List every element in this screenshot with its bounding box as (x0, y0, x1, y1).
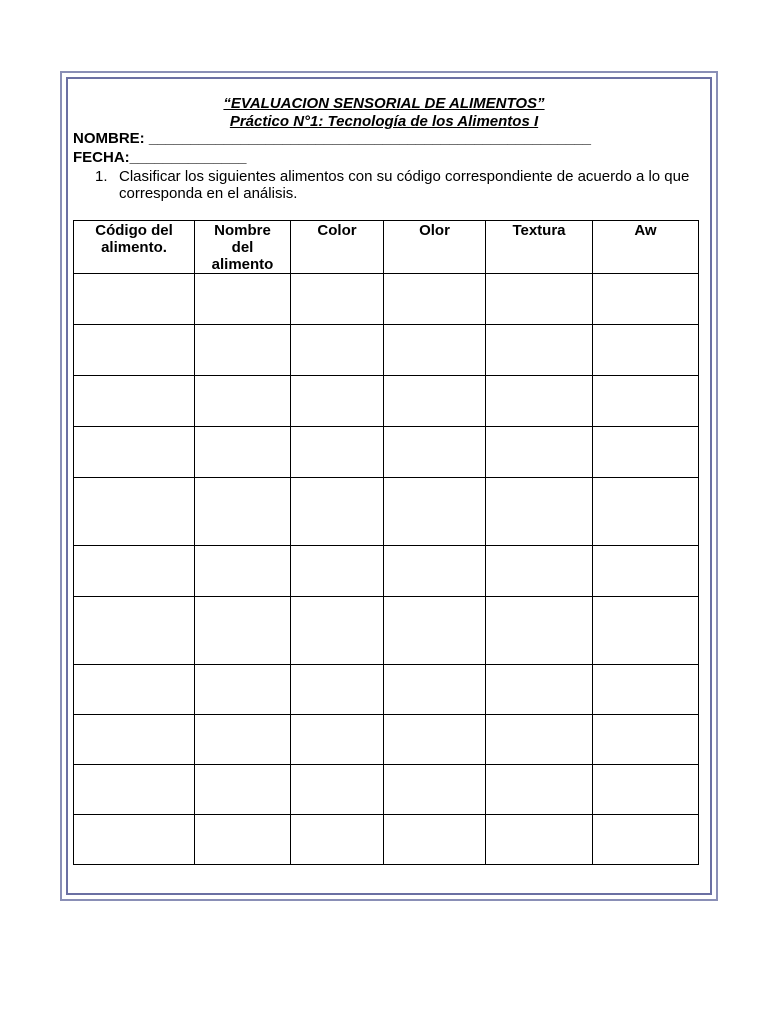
table-row (74, 765, 699, 815)
table-cell[interactable] (291, 274, 384, 325)
table-cell[interactable] (384, 376, 486, 427)
evaluation-table (73, 220, 699, 865)
table-cell[interactable] (486, 765, 593, 815)
table-row (74, 665, 699, 715)
table-row (74, 597, 699, 665)
table-row (74, 325, 699, 376)
table-cell[interactable] (291, 815, 384, 865)
table-cell[interactable] (384, 546, 486, 597)
table-cell[interactable] (486, 597, 593, 665)
table-cell[interactable] (195, 274, 291, 325)
table-cell[interactable] (593, 597, 699, 665)
document-title: “EVALUACION SENSORIAL DE ALIMENTOS” (223, 95, 545, 112)
table-cell[interactable] (195, 325, 291, 376)
instruction-text: Clasificar los siguientes alimentos con su código correspondiente de acuerdo a lo que corresponda en el análisis. (119, 168, 690, 202)
table-cell[interactable] (486, 715, 593, 765)
table-cell[interactable] (291, 427, 384, 478)
table-cell[interactable] (384, 665, 486, 715)
table-row (74, 478, 699, 546)
table-cell[interactable] (74, 546, 195, 597)
name-field[interactable]: NOMBRE: _____________________________________________________ (73, 130, 591, 147)
instruction-number: 1. (95, 168, 108, 185)
table-cell[interactable] (486, 478, 593, 546)
table-cell[interactable] (593, 815, 699, 865)
table-cell[interactable] (74, 325, 195, 376)
table-cell[interactable] (74, 274, 195, 325)
table-cell[interactable] (291, 765, 384, 815)
table-cell[interactable] (384, 597, 486, 665)
table-cell[interactable] (486, 815, 593, 865)
table-cell[interactable] (486, 376, 593, 427)
table-cell[interactable] (291, 546, 384, 597)
column-header-olor: Olor (384, 221, 486, 274)
table-cell[interactable] (384, 815, 486, 865)
table-cell[interactable] (384, 715, 486, 765)
table-cell[interactable] (74, 478, 195, 546)
column-header-textura: Textura (486, 221, 593, 274)
column-header-color: Color (291, 221, 384, 274)
table-cell[interactable] (195, 665, 291, 715)
table-cell[interactable] (74, 376, 195, 427)
table-cell[interactable] (593, 427, 699, 478)
table-cell[interactable] (291, 325, 384, 376)
table-row (74, 715, 699, 765)
column-header-aw: Aw (593, 221, 699, 274)
table-cell[interactable] (486, 427, 593, 478)
table-cell[interactable] (593, 478, 699, 546)
table-row (74, 815, 699, 865)
table-cell[interactable] (593, 665, 699, 715)
document-subtitle: Práctico N°1: Tecnología de los Alimentos I (229, 113, 539, 130)
table-cell[interactable] (195, 427, 291, 478)
table-row (74, 427, 699, 478)
table-cell[interactable] (593, 325, 699, 376)
table-cell[interactable] (291, 597, 384, 665)
table-cell[interactable] (486, 325, 593, 376)
table-cell[interactable] (74, 715, 195, 765)
table-cell[interactable] (291, 376, 384, 427)
table-cell[interactable] (384, 325, 486, 376)
table-cell[interactable] (291, 715, 384, 765)
column-header-nombre: Nombre del alimento (195, 221, 291, 274)
table-cell[interactable] (486, 546, 593, 597)
table-cell[interactable] (593, 765, 699, 815)
table-cell[interactable] (74, 597, 195, 665)
column-header-codigo: Código del alimento. (74, 221, 195, 274)
table-cell[interactable] (486, 665, 593, 715)
table-cell[interactable] (195, 815, 291, 865)
table-cell[interactable] (384, 427, 486, 478)
table-cell[interactable] (195, 478, 291, 546)
table-cell[interactable] (195, 715, 291, 765)
table-row (74, 376, 699, 427)
table-cell[interactable] (486, 274, 593, 325)
table-cell[interactable] (593, 376, 699, 427)
table-row (74, 546, 699, 597)
table-cell[interactable] (593, 715, 699, 765)
table-cell[interactable] (74, 765, 195, 815)
table-cell[interactable] (74, 665, 195, 715)
date-field[interactable]: FECHA:______________ (73, 149, 247, 166)
table-header-row (74, 221, 699, 274)
table-cell[interactable] (384, 765, 486, 815)
table-cell[interactable] (593, 546, 699, 597)
table-cell[interactable] (74, 427, 195, 478)
table-cell[interactable] (195, 376, 291, 427)
table-cell[interactable] (195, 765, 291, 815)
table-row (74, 274, 699, 325)
table-cell[interactable] (291, 478, 384, 546)
table-cell[interactable] (74, 815, 195, 865)
table-cell[interactable] (291, 665, 384, 715)
table-cell[interactable] (384, 274, 486, 325)
table-cell[interactable] (195, 597, 291, 665)
table-cell[interactable] (384, 478, 486, 546)
table-cell[interactable] (195, 546, 291, 597)
table-cell[interactable] (593, 274, 699, 325)
